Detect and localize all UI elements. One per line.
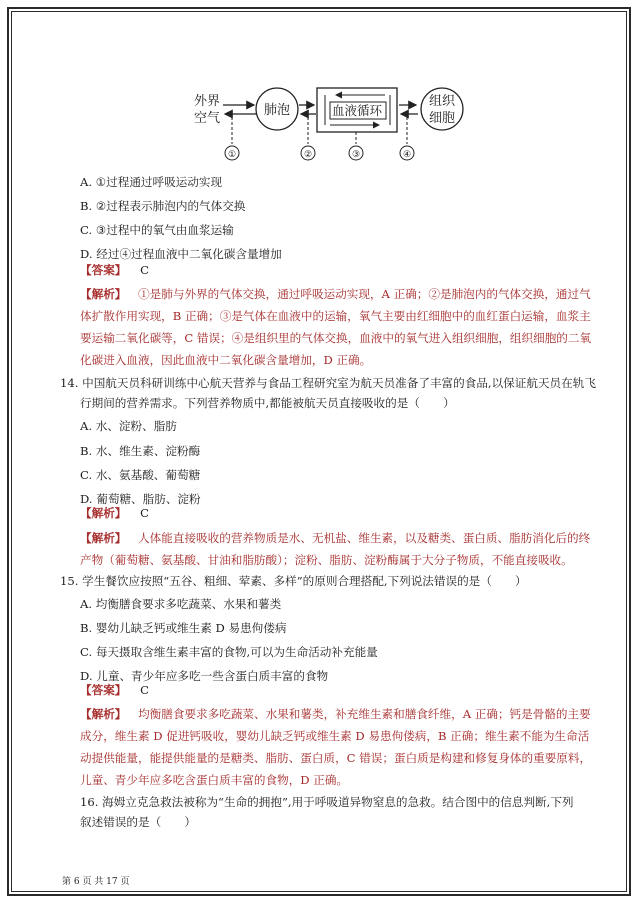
- q13-analysis-line-1: [80, 286, 591, 302]
- q13-option-a: A. ①过程通过呼吸运动实现: [80, 175, 223, 189]
- q15-option-c: C. 每天摄取含维生素丰富的食物,可以为生命活动补充能量: [80, 645, 378, 659]
- q16-stem-line-2: 叙述错误的是（ ）: [80, 815, 196, 829]
- analysis-text: 人体能直接吸收的营养物质是水、无机盐、维生素，以及糖类、蛋白质、脂肪消化后的终: [138, 531, 591, 545]
- tissue-cell-label-1: 组织: [429, 94, 456, 109]
- q14-stem-line-2: 行期间的营养需求。下列营养物质中,都能被航天员直接吸收的是（ ）: [80, 396, 455, 410]
- q14-stem-line-1: 14. 中国航天员科研训练中心航天营养与食品工程研究室为航天员准备了丰富的食品,以保证航天员在轨飞: [60, 376, 596, 390]
- page-footer: 第 6 页 共 17 页: [62, 877, 130, 887]
- q13-option-c: C. ③过程中的氧气由血浆运输: [80, 223, 234, 237]
- analysis-label: 【解析】: [80, 531, 127, 545]
- q16-stem-line-1: 16. 海姆立克急救法被称为“生命的拥抱”,用于呼吸道异物窒息的急救。结合图中的信息判断,下列: [80, 795, 574, 809]
- analysis-text: ①是肺与外界的气体交换，通过呼吸运动实现，A 正确；②是肺泡内的气体交换，通过气: [138, 287, 591, 301]
- blood-circulation-label: 血液循环: [332, 103, 383, 118]
- q15-analysis-line-2: 成分，维生素 D 促进钙吸收，婴幼儿缺乏钙或维生素 D 易患佝偻病，B 正确；维生素不能为生命活: [80, 729, 590, 743]
- marker-2: ②: [303, 150, 313, 160]
- q13-analysis-line-2: 体扩散作用实现，B 正确；③是气体在血液中的运输，氧气主要由红细胞中的血红蛋白运输，血浆主: [80, 309, 591, 323]
- q14-analysis-line-2: 产物（葡萄糖、氨基酸、甘油和脂肪酸）；淀粉、脂肪、淀粉酶属于大分子物质，不能直接吸收。: [80, 553, 573, 567]
- q14-analysis-line-1: [80, 530, 590, 546]
- q14-option-d: D. 葡萄糖、脂肪、淀粉: [80, 492, 201, 506]
- q15-analysis-line-4: 儿童、青少年应多吃含蛋白质丰富的食物，D 正确。: [80, 773, 349, 787]
- q15-option-d: D. 儿童、青少年应多吃一些含蛋白质丰富的食物: [80, 669, 329, 683]
- tissue-cell-label-2: 细胞: [429, 111, 456, 126]
- answer-value: C: [140, 506, 149, 520]
- q13-analysis-line-3: 要运输二氧化碳等，C 错误；④是组织里的气体交换，血液中的氧气进入组织细胞，组织细胞的二氧: [80, 331, 592, 345]
- analysis-text: 均衡膳食要求多吃蔬菜、水果和薯类，补充维生素和膳食纤维，A 正确；钙是骨骼的主要: [138, 707, 591, 721]
- alveolus-label: 肺泡: [264, 103, 291, 118]
- q13-option-d: D. 经过④过程血液中二氧化碳含量增加: [80, 247, 282, 261]
- q15-option-b: B. 婴幼儿缺乏钙或维生素 D 易患佝偻病: [80, 621, 287, 635]
- answer-value: C: [140, 263, 149, 277]
- q14-option-b: B. 水、维生素、淀粉酶: [80, 444, 201, 458]
- q15-answer: [80, 682, 149, 698]
- analysis-label: 【解析】: [80, 707, 127, 721]
- q13-answer: [80, 262, 149, 278]
- q13-option-b: B. ②过程表示肺泡内的气体交换: [80, 199, 246, 213]
- answer-label: 【答案】: [80, 683, 127, 697]
- respiration-diagram: [180, 78, 470, 168]
- external-air-label-1: 外界: [194, 94, 221, 109]
- q13-analysis-line-4: 化碳进入血液，因此血液中二氧化碳含量增加，D 正确。: [80, 353, 372, 367]
- analysis-label: 【解析】: [80, 506, 127, 520]
- q15-analysis-line-1: [80, 706, 591, 722]
- answer-label: 【答案】: [80, 263, 127, 277]
- q14-option-c: C. 水、氨基酸、葡萄糖: [80, 468, 201, 482]
- marker-1: ①: [227, 150, 237, 160]
- q15-option-a: A. 均衡膳食要求多吃蔬菜、水果和薯类: [80, 597, 282, 611]
- marker-3: ③: [351, 150, 361, 160]
- external-air-label-2: 空气: [194, 111, 221, 126]
- marker-4: ④: [402, 150, 412, 160]
- q15-analysis-line-3: 动提供能量，能提供能量的是糖类、脂肪、蛋白质，C 错误；蛋白质是构建和修复身体的重要原料，: [80, 751, 592, 765]
- q14-option-a: A. 水、淀粉、脂肪: [80, 419, 177, 433]
- q15-stem: 15. 学生餐饮应按照“五谷、粗细、荤素、多样”的原则合理搭配,下列说法错误的是（ ）: [60, 574, 527, 588]
- q14-answer: [80, 505, 149, 521]
- answer-value: C: [140, 683, 149, 697]
- analysis-label: 【解析】: [80, 287, 127, 301]
